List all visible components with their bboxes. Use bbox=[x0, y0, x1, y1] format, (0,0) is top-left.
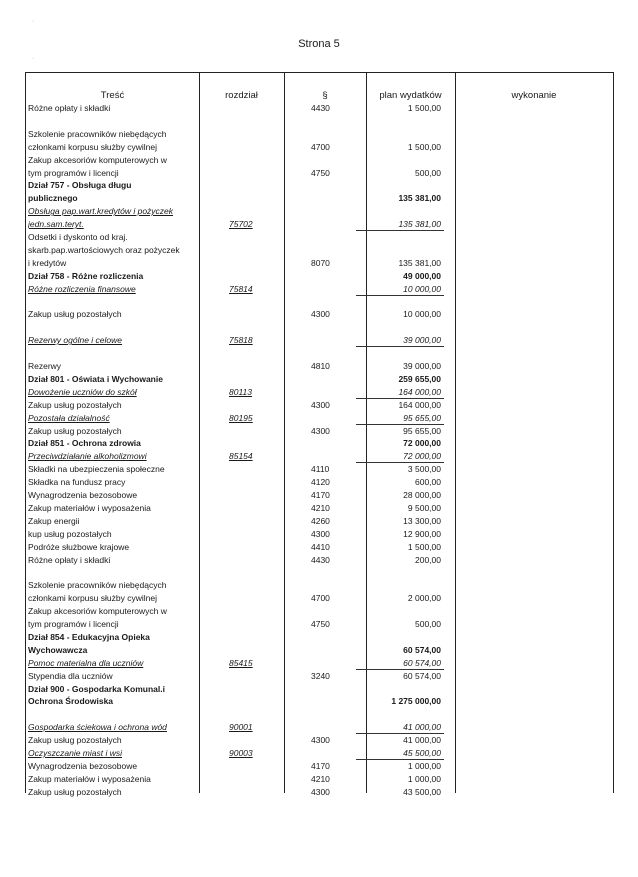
cell-tresc: tym programów i licencji bbox=[28, 167, 119, 178]
cell-plan: 41 000,00 bbox=[403, 735, 441, 746]
cell-rozdzial: 80113 bbox=[229, 386, 253, 397]
table-row bbox=[26, 671, 613, 683]
cell-tresc: członkami korpusu służby cywilnej bbox=[28, 141, 157, 152]
cell-plan: 12 900,00 bbox=[403, 528, 441, 539]
table-row bbox=[26, 232, 613, 244]
cell-plan: 1 500,00 bbox=[407, 541, 441, 552]
cell-plan: 43 500,00 bbox=[403, 786, 441, 797]
cell-tresc: Różne opłaty i składki bbox=[28, 554, 111, 565]
cell-plan: 164 000,00 bbox=[398, 399, 441, 410]
cell-plan: 164 000,00 bbox=[398, 386, 441, 397]
budget-table bbox=[25, 72, 614, 797]
cell-plan: 3 500,00 bbox=[407, 464, 441, 475]
table-row bbox=[26, 103, 613, 115]
table-row bbox=[26, 632, 613, 644]
cell-plan: 135 381,00 bbox=[398, 193, 441, 204]
table-row bbox=[26, 400, 613, 412]
cell-paragraf: 4260 bbox=[311, 515, 330, 526]
subtotal-rule bbox=[356, 398, 444, 399]
scan-mark: · bbox=[32, 55, 35, 62]
cell-paragraf: 4300 bbox=[311, 399, 330, 410]
table-row bbox=[26, 490, 613, 502]
table-row bbox=[26, 748, 613, 760]
cell-tresc: Dowożenie uczniów do szkół bbox=[28, 386, 137, 397]
table-row bbox=[26, 529, 613, 541]
page-title: Strona 5 bbox=[298, 38, 340, 50]
header-rozdzial: rozdział bbox=[225, 90, 258, 101]
table-row bbox=[26, 245, 613, 257]
cell-plan: 60 574,00 bbox=[403, 670, 441, 681]
cell-plan: 10 000,00 bbox=[403, 283, 441, 294]
cell-plan: 9 500,00 bbox=[407, 502, 441, 513]
cell-paragraf: 4750 bbox=[311, 619, 330, 629]
cell-tresc: Różne rozliczenia finansowe bbox=[28, 283, 136, 294]
cell-tresc: Obsługa pap.wart.kredytów i pożyczek bbox=[28, 206, 174, 217]
cell-rozdzial: 75818 bbox=[229, 335, 253, 346]
table-row bbox=[26, 206, 613, 218]
table-row bbox=[26, 271, 613, 283]
cell-tresc: tym programów i licencji bbox=[28, 619, 119, 629]
table-row bbox=[26, 322, 613, 334]
subtotal-rule bbox=[356, 733, 444, 734]
cell-tresc: Składki na ubezpieczenia społeczne bbox=[28, 464, 165, 475]
cell-tresc: Gospodarka ściekowa i ochrona wód bbox=[28, 722, 167, 733]
cell-plan: 39 000,00 bbox=[403, 335, 441, 346]
header-paragraf: § bbox=[322, 90, 328, 101]
cell-tresc: Różne opłaty i składki bbox=[28, 103, 111, 113]
cell-plan: 500,00 bbox=[415, 167, 441, 178]
cell-plan: 500,00 bbox=[415, 619, 441, 629]
cell-paragraf: 4430 bbox=[311, 554, 330, 565]
table-row bbox=[26, 426, 613, 438]
table-row bbox=[26, 567, 613, 579]
cell-tresc: Zakup usług pozostałych bbox=[28, 735, 122, 746]
table-row bbox=[26, 593, 613, 605]
cell-plan: 1 000,00 bbox=[407, 773, 441, 784]
table-row bbox=[26, 180, 613, 192]
cell-tresc: Rezerwy ogólne i celowe bbox=[28, 335, 123, 346]
table-row bbox=[26, 361, 613, 373]
subtotal-rule bbox=[356, 462, 444, 463]
cell-tresc: Przeciwdziałanie alkoholizmowi bbox=[28, 451, 147, 462]
table-row bbox=[26, 309, 613, 321]
cell-tresc: Zakup usług pozostałych bbox=[28, 425, 122, 436]
cell-plan: 259 655,00 bbox=[398, 373, 441, 384]
cell-tresc: Dział 851 - Ochrona zdrowia bbox=[28, 438, 141, 449]
table-row bbox=[26, 348, 613, 360]
table-row bbox=[26, 774, 613, 786]
cell-paragraf: 8070 bbox=[311, 257, 330, 268]
cell-tresc: Zakup akcesoriów komputerowych w bbox=[28, 606, 167, 617]
cell-tresc: Pozostała działalność bbox=[28, 412, 110, 423]
subtotal-rule bbox=[356, 669, 444, 670]
cell-tresc: Zakup usług pozostałych bbox=[28, 309, 122, 320]
cell-tresc: Zakup materiałów i wyposażenia bbox=[28, 773, 151, 784]
cell-rozdzial: 90001 bbox=[229, 722, 253, 733]
scan-mark: · bbox=[32, 18, 35, 25]
table-row bbox=[26, 129, 613, 141]
header-wykonanie: wykonanie bbox=[511, 90, 557, 101]
cell-plan: 49 000,00 bbox=[403, 270, 441, 281]
cell-plan: 10 000,00 bbox=[403, 309, 441, 320]
table-row bbox=[26, 619, 613, 631]
cell-paragraf: 4300 bbox=[311, 735, 330, 746]
cell-plan: 600,00 bbox=[415, 477, 441, 488]
cell-tresc: Pomoc materialna dla uczniów bbox=[28, 657, 144, 668]
cell-tresc: Dział 757 - Obsługa długu bbox=[28, 180, 132, 191]
cell-tresc: Rezerwy bbox=[28, 361, 62, 371]
cell-paragraf: 4430 bbox=[311, 103, 330, 113]
cell-paragraf: 4210 bbox=[311, 773, 330, 784]
table-row bbox=[26, 645, 613, 657]
table-row bbox=[26, 658, 613, 670]
cell-paragraf: 4410 bbox=[311, 541, 330, 552]
cell-tresc: Ochrona Środowiska bbox=[28, 696, 114, 707]
table-row bbox=[26, 516, 613, 528]
cell-paragraf: 4120 bbox=[311, 477, 330, 488]
cell-tresc: Szkolenie pracowników niebędących bbox=[28, 128, 167, 139]
cell-paragraf: 4170 bbox=[311, 760, 330, 771]
header-plan: plan wydatków bbox=[379, 90, 442, 101]
table-row bbox=[26, 142, 613, 154]
cell-tresc: Odsetki i dyskonto od kraj. bbox=[28, 232, 128, 242]
cell-tresc: Dział 758 - Różne rozliczenia bbox=[28, 270, 144, 281]
table-row bbox=[26, 413, 613, 425]
cell-rozdzial: 85154 bbox=[229, 451, 253, 462]
cell-paragraf: 4750 bbox=[311, 167, 330, 178]
table-row bbox=[26, 555, 613, 567]
cell-tresc: Dział 900 - Gospodarka Komunal.i bbox=[28, 683, 165, 694]
cell-plan: 1 500,00 bbox=[407, 141, 441, 152]
cell-paragraf: 4810 bbox=[311, 361, 330, 371]
table-row bbox=[26, 258, 613, 270]
cell-plan: 95 655,00 bbox=[403, 412, 441, 423]
cell-plan: 72 000,00 bbox=[403, 451, 441, 462]
cell-tresc: Zakup usług pozostałych bbox=[28, 399, 122, 410]
cell-tresc: Zakup energii bbox=[28, 515, 80, 526]
cell-plan: 72 000,00 bbox=[403, 438, 441, 449]
table-row bbox=[26, 284, 613, 296]
cell-paragraf: 4300 bbox=[311, 528, 330, 539]
subtotal-rule bbox=[356, 230, 444, 231]
table-row bbox=[26, 116, 613, 128]
table-row bbox=[26, 477, 613, 489]
cell-plan: 45 500,00 bbox=[403, 748, 441, 758]
cell-rozdzial: 75814 bbox=[229, 283, 253, 294]
table-row bbox=[26, 155, 613, 167]
cell-plan: 41 000,00 bbox=[403, 722, 441, 733]
header-tresc: Treść bbox=[100, 90, 125, 101]
table-row bbox=[26, 684, 613, 696]
cell-paragraf: 4110 bbox=[311, 464, 330, 475]
table-row bbox=[26, 787, 613, 799]
table-row bbox=[26, 193, 613, 205]
table-row bbox=[26, 542, 613, 554]
subtotal-rule bbox=[356, 759, 444, 760]
table-row bbox=[26, 451, 613, 463]
cell-paragraf: 4210 bbox=[311, 502, 330, 513]
cell-rozdzial: 90003 bbox=[229, 748, 253, 758]
cell-plan: 135 381,00 bbox=[398, 257, 441, 268]
cell-tresc: członkami korpusu służby cywilnej bbox=[28, 593, 157, 604]
cell-tresc: Zakup akcesoriów komputerowych w bbox=[28, 154, 167, 165]
cell-paragraf: 4700 bbox=[311, 141, 330, 152]
cell-plan: 1 500,00 bbox=[407, 103, 441, 113]
cell-rozdzial: 85415 bbox=[229, 657, 253, 668]
table-row bbox=[26, 709, 613, 721]
table-row bbox=[26, 503, 613, 515]
cell-rozdzial: 80195 bbox=[229, 412, 253, 423]
cell-tresc: publicznego bbox=[28, 193, 78, 204]
table-row bbox=[26, 335, 613, 347]
cell-tresc: Wynagrodzenia bezosobowe bbox=[28, 760, 138, 771]
table-row bbox=[26, 219, 613, 231]
cell-tresc: i kredytów bbox=[28, 257, 67, 268]
cell-paragraf: 4300 bbox=[311, 309, 330, 320]
table-row bbox=[26, 735, 613, 747]
table-row bbox=[26, 387, 613, 399]
cell-plan: 28 000,00 bbox=[403, 490, 441, 500]
cell-rozdzial: 75702 bbox=[229, 219, 253, 230]
cell-plan: 135 381,00 bbox=[398, 219, 441, 230]
table-row bbox=[26, 168, 613, 180]
cell-plan: 60 574,00 bbox=[403, 644, 441, 655]
cell-tresc: Zakup materiałów i wyposażenia bbox=[28, 502, 151, 513]
cell-paragraf: 4300 bbox=[311, 786, 330, 797]
table-row bbox=[26, 438, 613, 450]
cell-plan: 39 000,00 bbox=[403, 361, 441, 371]
subtotal-rule bbox=[356, 295, 444, 296]
table-row bbox=[26, 464, 613, 476]
table-row bbox=[26, 606, 613, 618]
table-row bbox=[26, 696, 613, 708]
cell-paragraf: 4700 bbox=[311, 593, 330, 604]
cell-tresc: Dział 854 - Edukacyjna Opieka bbox=[28, 631, 150, 642]
cell-plan: 200,00 bbox=[415, 554, 441, 565]
cell-paragraf: 4300 bbox=[311, 425, 330, 436]
cell-tresc: Podróże służbowe krajowe bbox=[28, 541, 130, 552]
cell-tresc: Wychowawcza bbox=[28, 644, 88, 655]
table-row bbox=[26, 761, 613, 773]
cell-tresc: jedn.sam.teryt. bbox=[28, 219, 84, 230]
cell-plan: 13 300,00 bbox=[403, 515, 441, 526]
cell-tresc: Składka na fundusz pracy bbox=[28, 477, 126, 488]
cell-tresc: Dział 801 - Oświata i Wychowanie bbox=[28, 373, 163, 384]
cell-paragraf: 3240 bbox=[311, 670, 330, 681]
cell-tresc: kup usług pozostałych bbox=[28, 528, 112, 539]
table-row bbox=[26, 580, 613, 592]
cell-tresc: Stypendia dla uczniów bbox=[28, 670, 113, 681]
cell-plan: 95 655,00 bbox=[403, 425, 441, 436]
cell-tresc: Zakup usług pozostałych bbox=[28, 786, 122, 797]
cell-plan: 60 574,00 bbox=[403, 657, 441, 668]
table-row bbox=[26, 374, 613, 386]
subtotal-rule bbox=[356, 424, 444, 425]
cell-tresc: skarb.pap.wartościowych oraz pożyczek bbox=[28, 244, 180, 255]
cell-plan: 1 000,00 bbox=[407, 760, 441, 771]
subtotal-rule bbox=[356, 346, 444, 347]
cell-tresc: Szkolenie pracowników niebędących bbox=[28, 580, 167, 591]
table-row bbox=[26, 722, 613, 734]
table-row bbox=[26, 297, 613, 309]
cell-plan: 1 275 000,00 bbox=[391, 696, 441, 707]
cell-tresc: Oczyszczanie miast i wsi bbox=[28, 748, 122, 758]
cell-tresc: Wynagrodzenia bezosobowe bbox=[28, 490, 138, 500]
cell-paragraf: 4170 bbox=[311, 490, 330, 500]
cell-plan: 2 000,00 bbox=[407, 593, 441, 604]
